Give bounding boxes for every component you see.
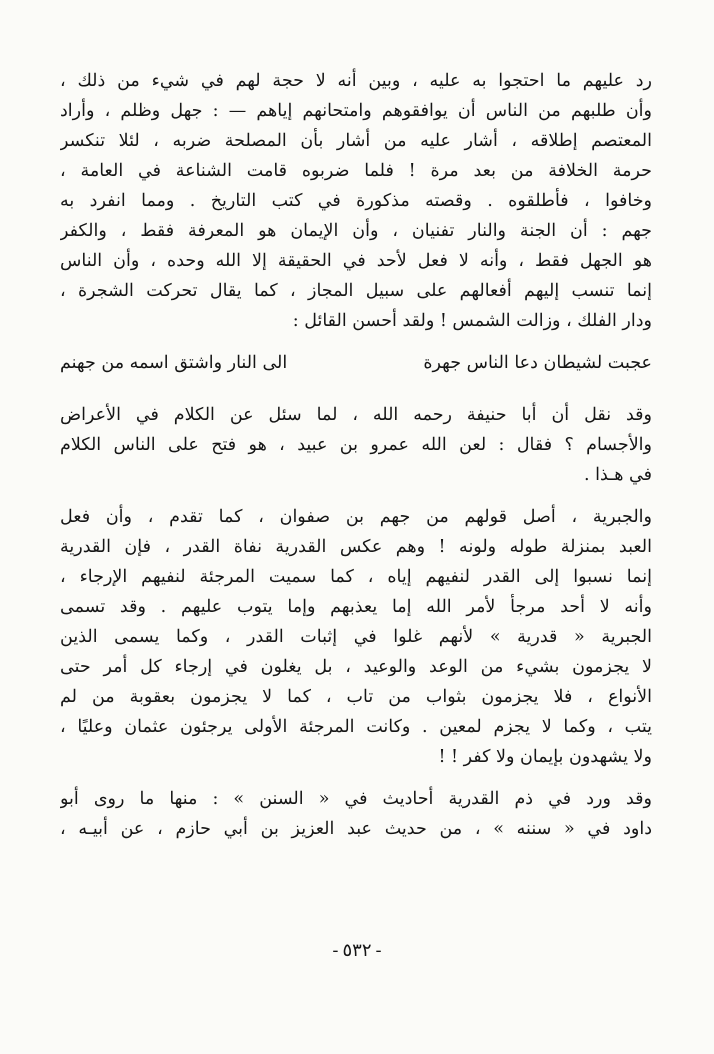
page-body (60, 66, 652, 856)
text-line: الأنواع ، فلا يجزمون بثواب من تاب ، كما لا يجزمون بعقوبة من لم (60, 687, 652, 707)
text-line: إنما تنسب إليهم أفعالهم على سبيل المجاز ، كما يقال تحركت الشجرة ، (60, 281, 652, 301)
paragraph-4 (60, 784, 652, 844)
page-number (0, 940, 714, 961)
text-line: وأن طلبهم من الناس أن يوافقوهم وامتحانهم إياهم — : جهل وظلم ، وأراد (60, 101, 652, 121)
text-line: إنما نسبوا إلى القدر لنفيهم إياه ، كما سميت المرجئة لنفيهم الإرجاء ، (60, 567, 652, 587)
text-line: والأجسام ؟ فقال : لعن الله عمرو بن عبيد ، هو فتح على الناس الكلام (60, 435, 652, 455)
text-line: المعتصم إطلاقه ، أشار عليه من أشار بأن المصلحة ضربه ، لئلا تنكسر (60, 131, 652, 151)
text-line: العبد بمنزلة طوله ولونه ! وهم عكس القدرية نفاة القدر ، فإن القدرية (60, 537, 652, 557)
paragraph-2 (60, 400, 652, 490)
page-number-value: ٥٣٢ (342, 940, 372, 961)
text-line: رد عليهم ما احتجوا به عليه ، وبين أنه لا حجة لهم في شيء من ذلك ، (60, 71, 652, 91)
text-line: وأنه لا أحد مرجأ لأمر الله إما يعذبهم وإما يتوب عليهم . وقد تسمى (60, 597, 652, 617)
text-line: يتب ، وكما لا يجزم لمعين . وكانت المرجئة الأولى يرجئون عثمان وعليًا ، (60, 717, 652, 737)
text-line: وقد ورد في ذم القدرية أحاديث في « السنن » : منها ما روى أبو (60, 789, 652, 809)
paragraph-1 (60, 66, 652, 336)
text-line: حرمة الخلافة من بعد مرة ! فلما ضربوه قامت الشناعة في العامة ، (60, 161, 652, 181)
poem-hemistich-2: الى النار واشتق اسمه من جهنم (60, 353, 288, 373)
text-line: لا يجزمون بشيء من الوعد والوعيد ، بل يغلون في إرجاء كل أمر حتى (60, 657, 652, 677)
page-number-dash: - (375, 940, 382, 961)
page-number-dash: - (332, 940, 339, 961)
paragraph-3 (60, 502, 652, 772)
poem-verse (60, 348, 652, 378)
text-line: والجبرية ، أصل قولهم من جهم بن صفوان ، كما تقدم ، وأن فعل (60, 507, 652, 527)
poem-hemistich-1: عجبت لشيطان دعا الناس جهرة (423, 353, 652, 373)
text-line: جهم : أن الجنة والنار تفنيان ، وأن الإيمان هو المعرفة فقط ، والكفر (60, 221, 652, 241)
text-line: ودار الفلك ، وزالت الشمس ! ولقد أحسن القائل : (292, 311, 652, 331)
text-line: وخافوا ، فأطلقوه . وقصته مذكورة في كتب التاريخ . ومما انفرد به (60, 191, 652, 211)
text-line: هو الجهل فقط ، وأنه لا فعل لأحد في الحقيقة إلا الله وحده ، وأن الناس (60, 251, 652, 271)
text-line: ولا يشهدون بإيمان ولا كفر ! ! (438, 747, 652, 767)
text-line: داود في « سننه » ، من حديث عبد العزيز بن أبي حازم ، عن أبيـه ، (60, 819, 652, 839)
text-line: وقد نقل أن أبا حنيفة رحمه الله ، لما سئل عن الكلام في الأعراض (60, 405, 652, 425)
text-line: في هـذا . (583, 465, 652, 485)
text-line: الجبرية « قدرية » لأنهم غلوا في إثبات القدر ، وكما يسمى الذين (60, 627, 652, 647)
